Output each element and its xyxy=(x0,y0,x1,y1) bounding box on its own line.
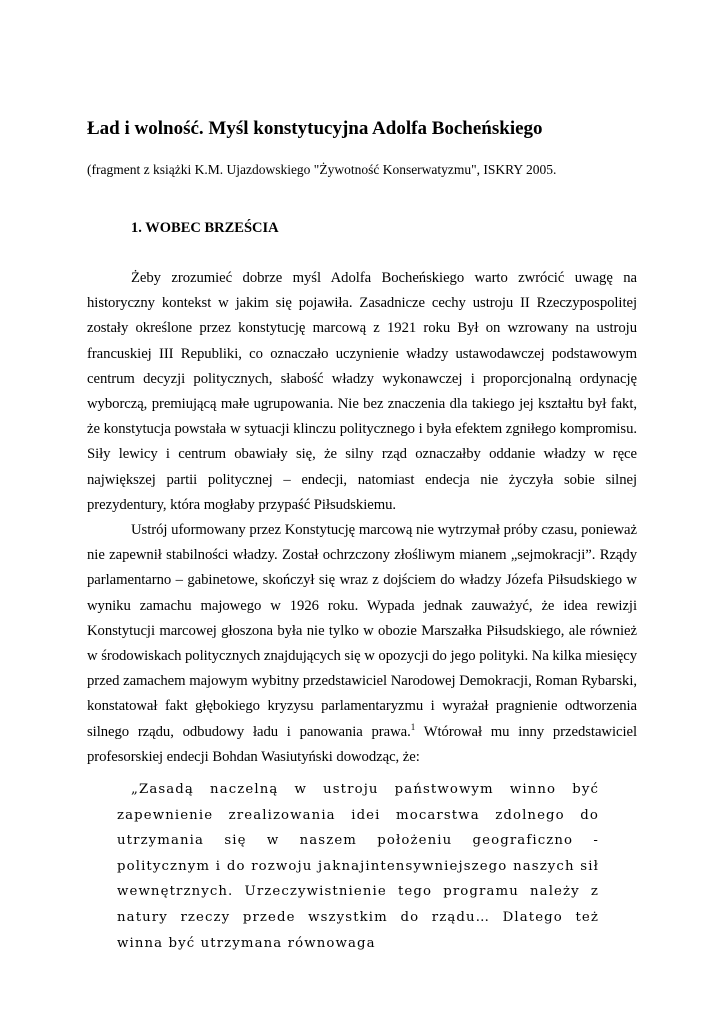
body-text xyxy=(87,266,637,770)
document-title: Ład i wolność. Myśl konstytucyjna Adolfa Bocheńskiego xyxy=(87,118,543,139)
block-quote: „Zasadą naczelną w ustroju państwowym winno być zapewnienie zrealizowania idei mocarstwa zdolnego do utrzymania się w naszem położeniu geograficzno - politycznym i do rozwoju jaknajintensywniejszego naszych sił wewnętrznych. Urzeczywistnienie tego programu należy z natury rzeczy przede wszystkim do rządu… Dlatego też winna być utrzymana równowaga xyxy=(117,782,599,951)
section-heading: 1. WOBEC BRZEŚCIA xyxy=(131,220,279,236)
paragraph-2 xyxy=(87,518,637,770)
footnote-marker[interactable]: 1 xyxy=(410,721,416,732)
paragraph-2-part-2: Wtórował mu inny przedstawiciel profesorskiej endecji Bohdan Wasiutyński dowodząc, że: xyxy=(87,723,638,765)
document-subtitle: (fragment z książki K.M. Ujazdowskiego "Żywotność Konserwatyzmu", ISKRY 2005. xyxy=(87,162,557,177)
paragraph-1: Żeby zrozumieć dobrze myśl Adolfa Bocheńskiego warto zwrócić uwagę na historyczny kontekst w jakim się pojawiła. Zasadnicze cechy ustroju II Rzeczypospolitej zostały określone przez konstytucję marcową z 1921 roku Był on wzrowany na ustroju francuskiej III Republiki, co oznaczało uczynienie władzy ustawodawczej podstawowym centrum decyzji politycznych, słabość władzy wykonawczej i proporcjonalną ordynację wyborczą, premiującą małe ugrupowania. Nie bez znaczenia dla takiego jej kształtu był fakt, że konstytucja powstała w sytuacji klinczu politycznego i była efektem zgniłego kompromisu. Siły lewicy i centrum obawiały się, że silny rząd oznaczałby oddanie władzy w ręce największej partii politycznej – endecji, natomiast endecja nie życzyła sobie silnej prezydentury, która mogłaby przypaść Piłsudskiemu. xyxy=(87,270,637,513)
paragraph-2-part-1: Ustrój uformowany przez Konstytucję marcową nie wytrzymał próby czasu, ponieważ nie zapewnił stabilności władzy. Został ochrzczony złośliwym mianem „sejmokracji”. Rządy parlamentarno – gabinetowe, skończył się wraz z dojściem do władzy Józefa Piłsudskiego w wyniku zamachu majowego w 1926 roku. Wypada jednak zauważyć, że idea rewizji Konstytucji marcowej głoszona była nie tylko w obozie Marszałka Piłsudskiego, ale również w środowiskach politycznych znajdujących się w opozycji do jego polityki. Na kilka miesięcy przed zamachem majowym wybitny przedstawiciel Narodowej Demokracji, Roman Rybarski, konstatował fakt głębokiego kryzysu parlamentaryzmu i wyrażał pragnienie odtworzenia silnego rządu, odbudowy ładu i panowania prawa. xyxy=(87,522,637,740)
